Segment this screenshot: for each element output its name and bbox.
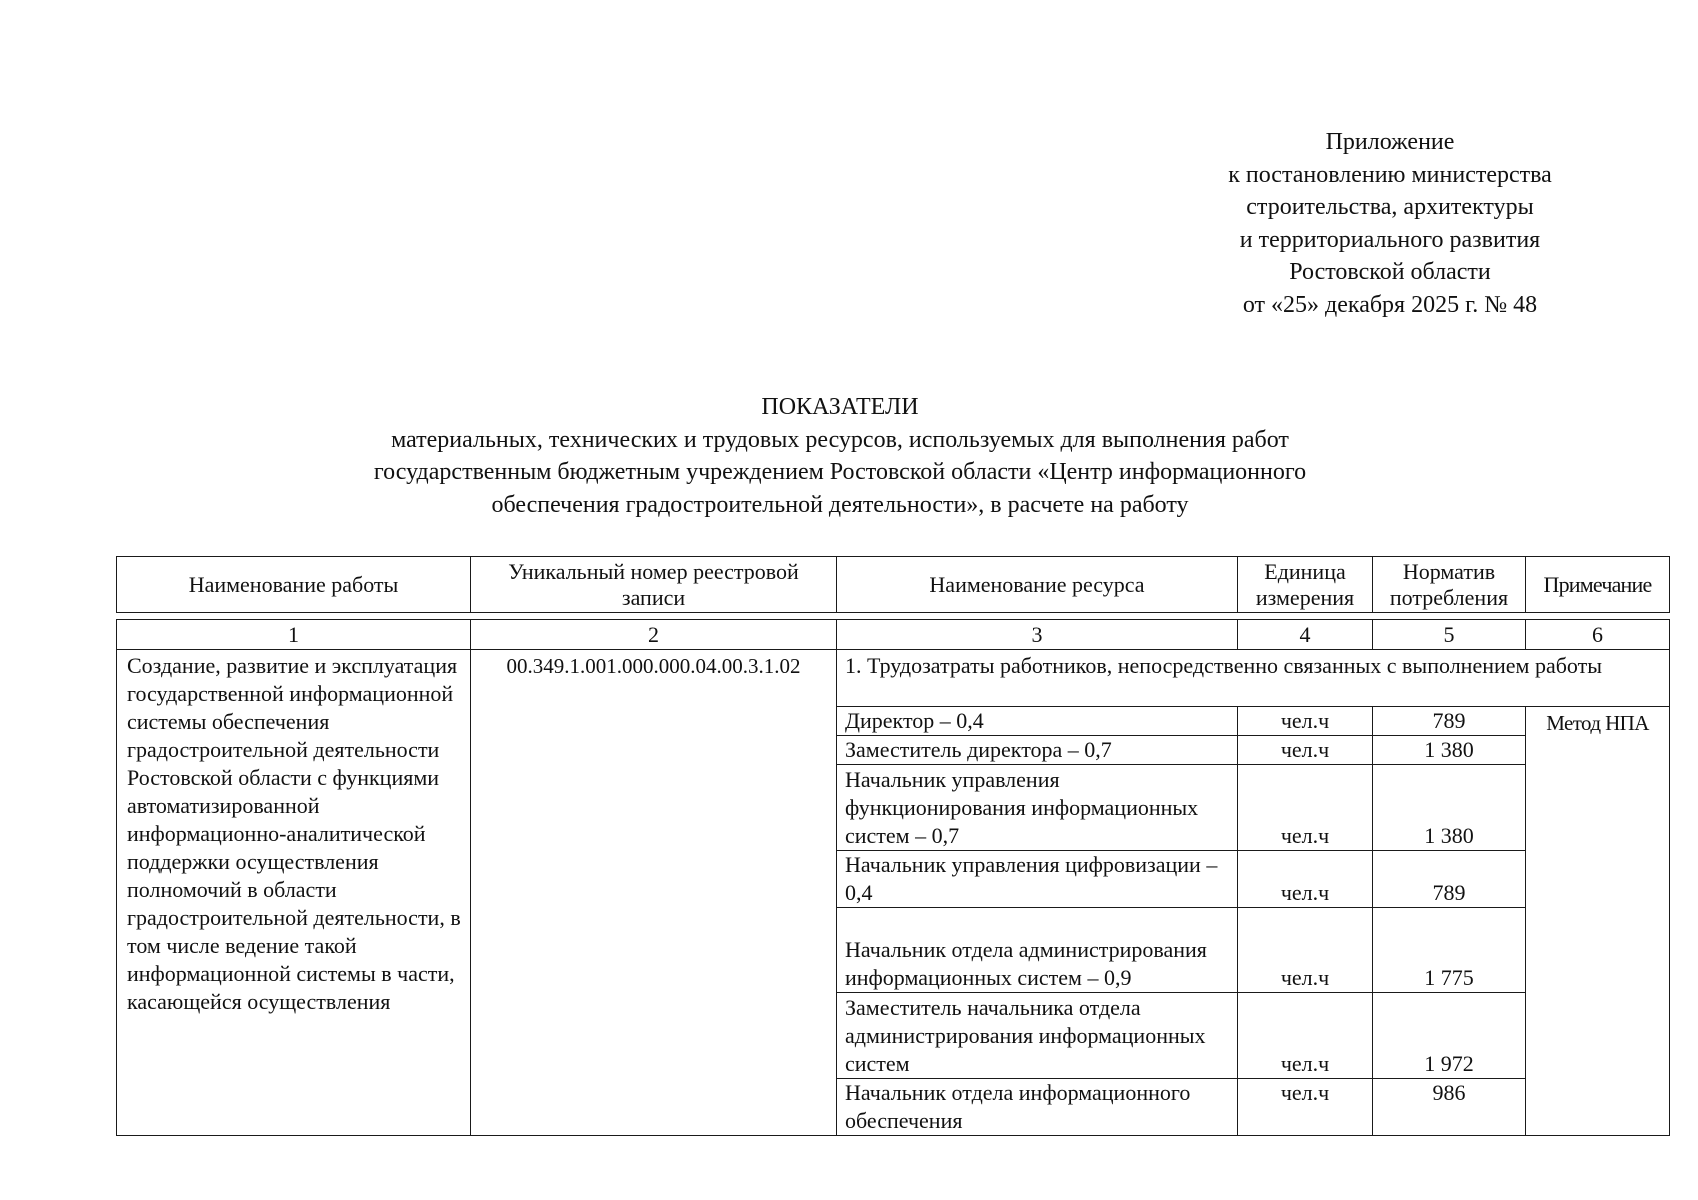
header-unit: Единица измерения — [1238, 557, 1373, 613]
work-name-cell: Создание, развитие и эксплуатация государственной информационной системы обеспечения градостроительной деятельности Ростовской области с функциями автоматизированной информационно-аналитической поддержки осуществления полномочий в области градостроительной деятельности, в том числе ведение такой информационной системы в части, касающейся осуществления — [117, 650, 471, 1136]
column-number: 1 — [117, 620, 471, 650]
header-note: Примечание — [1526, 557, 1670, 613]
unit-cell: чел.ч — [1238, 851, 1373, 908]
note-cell: Метод НПА — [1526, 707, 1670, 1136]
document-subtitle-line: обеспечения градостроительной деятельности», в расчете на работу — [491, 491, 1189, 518]
document-subtitle-line: государственным бюджетным учреждением Ростовской области «Центр информационного — [373, 459, 1307, 485]
approval-line: и территориального развития — [1239, 226, 1541, 253]
document-heading — [140, 391, 1540, 521]
column-number-row — [117, 620, 1670, 650]
resource-table — [116, 619, 1670, 1136]
norm-cell: 1 380 — [1373, 765, 1526, 851]
document-subtitle-line: материальных, технических и трудовых ресурсов, используемых для выполнения работ — [391, 426, 1289, 453]
resource-cell: Начальник управления цифровизации – 0,4 — [837, 851, 1238, 908]
norm-cell: 1 380 — [1373, 736, 1526, 765]
column-number: 3 — [837, 620, 1238, 650]
norm-cell: 789 — [1373, 707, 1526, 736]
unit-cell: чел.ч — [1238, 993, 1373, 1079]
approval-line: к постановлению министерства — [1228, 161, 1552, 188]
resource-cell: Заместитель директора – 0,7 — [837, 736, 1238, 765]
approval-line: от «25» декабря 2025 г. № 48 — [1242, 291, 1538, 318]
column-number: 2 — [471, 620, 837, 650]
table-header-row — [117, 557, 1670, 613]
column-number: 6 — [1526, 620, 1670, 650]
document-title: ПОКАЗАТЕЛИ — [761, 394, 919, 420]
unit-cell: чел.ч — [1238, 765, 1373, 851]
norm-cell: 1 972 — [1373, 993, 1526, 1079]
table-header — [116, 556, 1670, 613]
approval-block — [1150, 126, 1630, 321]
resource-cell: Заместитель начальника отдела администрирования информационных систем — [837, 993, 1238, 1079]
section-title-cell: 1. Трудозатраты работников, непосредственно связанных с выполнением работы — [837, 650, 1670, 707]
resource-cell: Начальник управления функционирования информационных систем – 0,7 — [837, 765, 1238, 851]
unit-cell: чел.ч — [1238, 908, 1373, 993]
registry-number-cell: 00.349.1.001.000.000.04.00.3.1.02 — [471, 650, 837, 1136]
resource-cell: Начальник отдела администрирования информационных систем – 0,9 — [837, 908, 1238, 993]
unit-cell: чел.ч — [1238, 1079, 1373, 1136]
unit-cell: чел.ч — [1238, 736, 1373, 765]
approval-line: Приложение — [1325, 129, 1455, 155]
unit-cell: чел.ч — [1238, 707, 1373, 736]
header-resource-name: Наименование ресурса — [837, 557, 1238, 613]
header-work-name: Наименование работы — [117, 557, 471, 613]
norm-cell: 986 — [1373, 1079, 1526, 1136]
approval-line: строительства, архитектуры — [1246, 194, 1534, 220]
table-row — [117, 650, 1670, 707]
header-registry-number: Уникальный номер реестровой записи — [471, 557, 837, 613]
resource-cell: Директор – 0,4 — [837, 707, 1238, 736]
norm-cell: 1 775 — [1373, 908, 1526, 993]
approval-line: Ростовской области — [1289, 259, 1491, 285]
column-number: 5 — [1373, 620, 1526, 650]
norm-cell: 789 — [1373, 851, 1526, 908]
column-number: 4 — [1238, 620, 1373, 650]
header-norm: Норматив потребления — [1373, 557, 1526, 613]
resource-cell: Начальник отдела информационного обеспечения — [837, 1079, 1238, 1136]
